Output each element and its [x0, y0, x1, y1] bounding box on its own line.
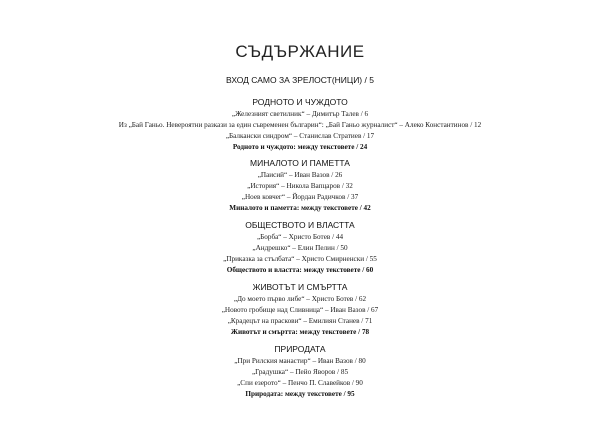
toc-entry: „Борба“ – Христо Ботев / 44	[256, 233, 344, 241]
section-society-and-power	[0, 219, 600, 276]
toc-entry: Из „Бай Ганьо. Невероятни разкази за един съвременен българин“: „Бай Ганьо журналист“ – Алеко Константинов / 12	[118, 121, 482, 129]
section-title: ЖИВОТЪТ И СМЪРТТА	[252, 282, 348, 292]
section-title: РОДНОТО И ЧУЖДОТО	[252, 97, 348, 107]
between-texts-entry: Животът и смъртта: между текстовете / 78	[230, 328, 370, 336]
section-native-and-foreign	[0, 96, 600, 153]
intro-entry: ВХОД САМО ЗА ЗРЕЛОСТ(НИЦИ) / 5	[226, 75, 374, 85]
section-title: МИНАЛОТО И ПАМЕТТА	[250, 158, 350, 168]
section-title: ОБЩЕСТВОТО И ВЛАСТТА	[245, 220, 355, 230]
section-nature	[0, 343, 600, 400]
toc-entry: „При Рилския манастир“ – Иван Вазов / 80	[234, 357, 366, 365]
toc-entry: „История“ – Никола Вапцаров / 32	[247, 182, 353, 190]
between-texts-entry: Родното и чуждото: между текстовете / 24	[232, 143, 368, 151]
between-texts-entry: Миналото и паметта: между текстовете / 42	[229, 204, 371, 212]
toc-entry: „Градушка“ – Пейо Яворов / 85	[251, 368, 349, 376]
toc-entry: „Ноев ковчег“ – Йордан Радичков / 37	[241, 193, 359, 201]
toc-entry: „Железният светилник“ – Димитър Талев / 6	[231, 110, 369, 118]
toc-entry: „Балкански синдром“ – Станислав Стратиев / 17	[225, 132, 375, 140]
section-life-and-death	[0, 281, 600, 338]
section-past-and-memory	[0, 157, 600, 214]
toc-entry: „До моето първо либе“ – Христо Ботев / 62	[233, 295, 367, 303]
between-texts-entry: Обществото и властта: между текстовете / 60	[226, 266, 374, 274]
toc-entry: „Новото гробище над Сливница“ – Иван Вазов / 67	[221, 306, 379, 314]
page-title: СЪДЪРЖАНИЕ	[235, 42, 365, 61]
section-title: ПРИРОДАТА	[274, 344, 326, 354]
toc-entry: „Паисий“ – Иван Вазов / 26	[257, 171, 343, 179]
toc-entry: „Спи езерото“ – Пенчо П. Славейков / 90	[237, 379, 363, 387]
toc-entry: „Андрешко“ – Елин Пелин / 50	[252, 244, 348, 252]
toc-entry: „Приказка за стълбата“ – Христо Смирненски / 55	[223, 255, 377, 263]
toc-entry: „Крадецът на праскови“ – Емилиян Станев / 71	[227, 317, 373, 325]
between-texts-entry: Природата: между текстовете / 95	[245, 390, 355, 398]
